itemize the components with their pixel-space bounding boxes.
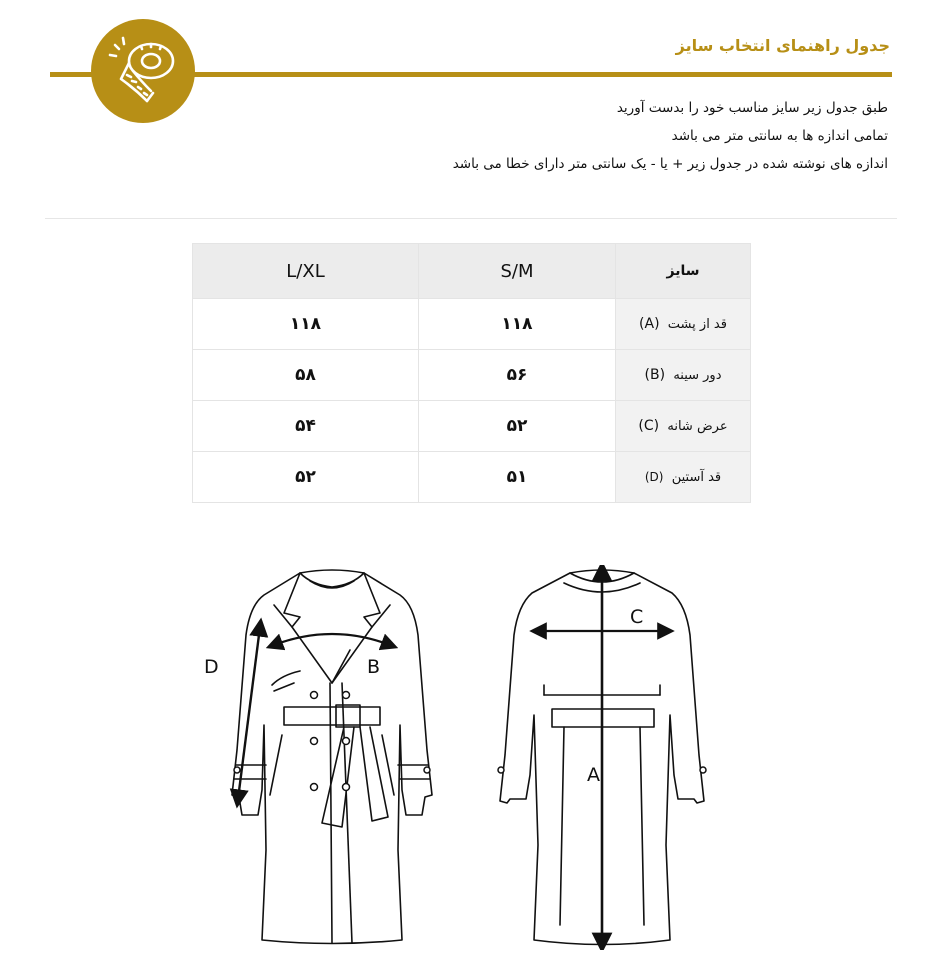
intro-line-1: طبق جدول زیر سایز مناسب خود را بدست آورید — [616, 100, 888, 116]
label-d: D — [204, 656, 219, 678]
column-header-lxl: L/XL — [193, 244, 419, 299]
column-header-size: سایز — [616, 244, 751, 299]
cell-lxl: ۵۲ — [193, 452, 419, 503]
table-row — [193, 299, 751, 350]
row-label — [616, 299, 751, 350]
front-coat-illustration — [222, 565, 442, 950]
cell-lxl: ۵۴ — [193, 401, 419, 452]
row-label-code: (A) — [639, 316, 660, 332]
section-divider — [45, 218, 897, 219]
row-label-code: (D) — [644, 469, 664, 484]
table-header-row — [193, 244, 751, 299]
label-b: B — [367, 656, 381, 678]
label-a: A — [587, 764, 600, 786]
row-label-code: (C) — [638, 418, 660, 434]
intro-line-3: اندازه های نوشته شده در جدول زیر + یا - یک سانتی متر دارای خطا می باشد — [452, 156, 888, 172]
row-label-text: دور سینه — [673, 368, 722, 383]
measuring-tape-icon — [91, 19, 195, 123]
row-label — [616, 401, 751, 452]
table-row — [193, 401, 751, 452]
row-label — [616, 452, 751, 503]
row-label-text: عرض شانه — [667, 419, 728, 434]
intro-line-2: تمامی اندازه ها به سانتی متر می باشد — [671, 128, 888, 144]
table-row — [193, 350, 751, 401]
page-title: جدول راهنمای انتخاب سایز — [675, 36, 890, 55]
cell-lxl: ۵۸ — [193, 350, 419, 401]
cell-sm: ۵۶ — [419, 350, 616, 401]
back-coat-illustration — [494, 565, 714, 950]
row-label — [616, 350, 751, 401]
label-c: C — [630, 606, 644, 628]
row-label-code: (B) — [644, 367, 666, 383]
table-row — [193, 452, 751, 503]
intro-text — [453, 94, 888, 178]
cell-lxl: ۱۱۸ — [193, 299, 419, 350]
cell-sm: ۵۱ — [419, 452, 616, 503]
row-label-text: قد از پشت — [667, 317, 727, 332]
size-table — [192, 243, 751, 503]
cell-sm: ۱۱۸ — [419, 299, 616, 350]
column-header-sm: S/M — [419, 244, 616, 299]
row-label-text: قد آستین — [671, 469, 722, 485]
cell-sm: ۵۲ — [419, 401, 616, 452]
